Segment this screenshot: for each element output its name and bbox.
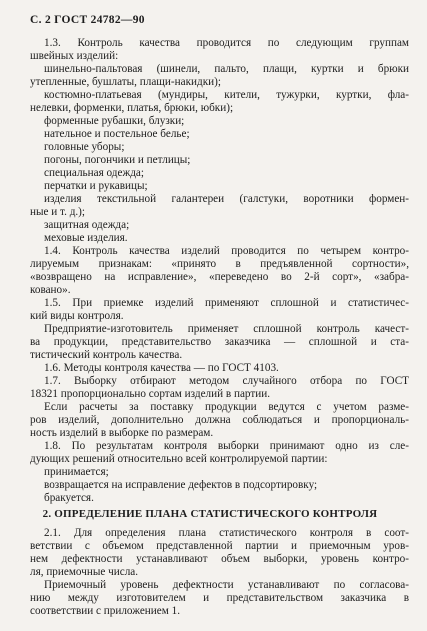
body-text-line: костюмно-платьевая (мундиры, кители, тужурки, куртки, фла- xyxy=(44,89,409,101)
body-text-line: «возвращено на исправление», «переведено во 2-й сорт», «забра- xyxy=(30,271,409,283)
body-text-line: тистический контроль качества. xyxy=(30,349,183,361)
body-text-line: 1.8. По результатам контроля выборки принимают одно из сле- xyxy=(44,440,409,452)
body-text-line: бракуется. xyxy=(44,492,94,504)
body-text-line: дующих решений относительно всей контролируемой партии: xyxy=(30,453,328,465)
section-text-line: соответствии с приложением 1. xyxy=(30,605,180,617)
section-text-line: ветствии с объемом представленной партии и приемочным уров- xyxy=(30,540,409,552)
body-text-line: головные уборы; xyxy=(44,141,125,153)
body-text-line: нательное и постельное белье; xyxy=(44,128,190,140)
body-text-line: 18321 пропорционально сортам изделий в партии. xyxy=(30,388,271,400)
body-text-line: ность изделий в выборке по размерам. xyxy=(30,427,214,439)
body-text-line: ров изделий, дополнительно должна соблюдаться и пропорциональ- xyxy=(30,414,409,426)
body-text-line: кий виды контроля. xyxy=(30,310,124,322)
section-title: 2. ОПРЕДЕЛЕНИЕ ПЛАНА СТАТИСТИЧЕСКОГО КОНТРОЛЯ xyxy=(42,508,378,520)
body-text-line: шинельно-пальтовая (шинели, пальто, плащи, куртки и брюки xyxy=(44,63,409,75)
body-text-line: изделия текстильной галантереи (галстуки, воротники формен- xyxy=(44,193,409,205)
body-text-line: ные и т. д.); xyxy=(30,206,86,218)
body-text-line: швейных изделий: xyxy=(30,50,119,62)
body-text-line: защитная одежда; xyxy=(44,219,130,231)
body-text-line: лируемым признакам: «принято в предъявленной сортности», xyxy=(30,258,409,270)
body-text-line: перчатки и рукавицы; xyxy=(44,180,148,192)
body-text-line: нелевки, форменки, платья, брюки, юбки); xyxy=(30,102,234,114)
body-text-line: 1.6. Методы контроля качества — по ГОСТ 4103. xyxy=(44,362,279,374)
body-text-line: меховые изделия. xyxy=(44,232,128,244)
body-text-line: специальная одежда; xyxy=(44,167,144,179)
section-text-line: ля, приемочные числа. xyxy=(30,566,139,578)
body-text-line: 1.7. Выборку отбирают методом случайного отбора по ГОСТ xyxy=(44,375,409,387)
body-text-line: ва продукции, представительство заказчика — сплошной и ста- xyxy=(30,336,409,348)
body-text-line: 1.3. Контроль качества проводится по следующим группам xyxy=(44,37,409,49)
section-text-line: 2.1. Для определения плана статистического контроля в соот- xyxy=(44,527,409,539)
body-text-line: утепленные, бушлаты, плащи-накидки); xyxy=(30,76,221,88)
page-header: С. 2 ГОСТ 24782—90 xyxy=(30,14,145,26)
body-text-line: принимается; xyxy=(44,466,109,478)
body-text-line: форменные рубашки, блузки; xyxy=(44,115,185,127)
body-text-line: погоны, погончики и петлицы; xyxy=(44,154,191,166)
section-text-line: нем дефектности устанавливают объем выборки, уровень контро- xyxy=(30,553,409,565)
body-text-line: 1.5. При приемке изделий применяют сплошной и статистичес- xyxy=(44,297,409,309)
body-text-line: Предприятие-изготовитель применяет сплошной контроль качест- xyxy=(44,323,409,335)
body-text-line: 1.4. Контроль качества изделий проводится по четырем контро- xyxy=(44,245,409,257)
body-text-line: Если расчеты за поставку продукции ведутся с учетом разме- xyxy=(44,401,409,413)
section-text-line: нию между изготовителем и представительством заказчика в xyxy=(30,592,409,604)
body-text-line: возвращается на исправление дефектов в подсортировку; xyxy=(44,479,318,491)
section-text-line: Приемочный уровень дефектности устанавливают по согласова- xyxy=(44,579,409,591)
body-text-line: ковано». xyxy=(30,284,71,296)
